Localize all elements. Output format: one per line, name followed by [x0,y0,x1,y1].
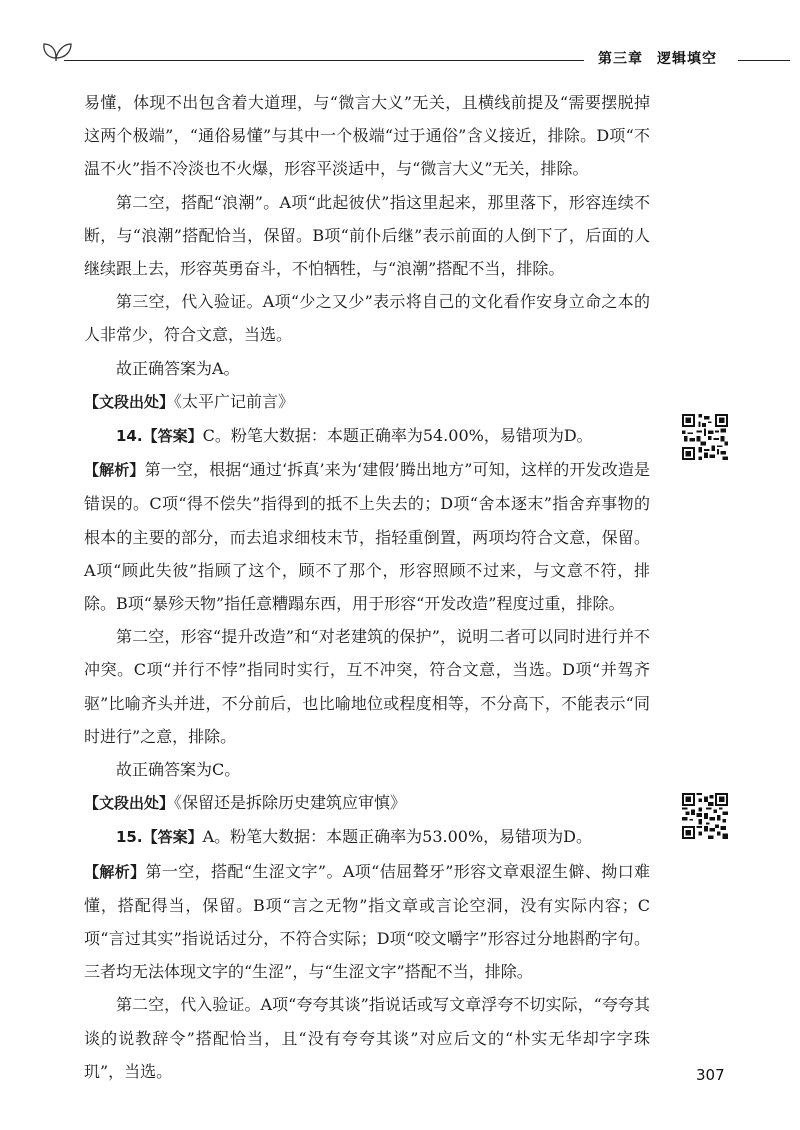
header-rule-right [738,60,790,61]
paragraph: 故正确答案为C。 [116,760,241,780]
qr-code-icon[interactable] [682,414,728,460]
paragraph: 易懂，体现不出包含着大道理，与“微言大义”无关，且横线前提及“需要摆脱掉这两个极端”，“通俗易懂”与其中一个极端“过于通俗”含义接近，排除。D项“不温不火”指不冷淡也不火爆，形容平淡适中，与“微言大义”无关，排除。 [84,93,650,179]
analysis-paragraph: 【解析】第一空，搭配“生涩文字”。A项“佶屈聱牙”形容文章艰涩生僻、拗口难懂，搭配得当，保留。B项“言之无物”指文章或言论空洞，没有实际内容；C项“言过其实”指说话过分，不符合实际；D项“咬文嚼字”形容过分地斟酌字句。三者均无法体现文字的“生涩”，与“生涩文字”搭配不当，排除。 [84,861,650,982]
paragraph: 故正确答案为A。 [116,358,240,378]
answer-line: 15.【答案】A。粉笔大数据：本题正确率为53.00%，易错项为D。 [116,827,592,847]
page-content [84,86,650,1088]
header-rule [64,60,584,61]
source-line: 【文段出处】《太平广记前言》 [84,391,295,411]
chapter-heading [592,48,723,70]
leaf-logo-icon [40,38,74,62]
paragraph: 第二空，搭配“浪潮”。A项“此起彼伏”指这里起来，那里落下，形容连续不断，与“浪潮”搭配恰当，保留。B项“前仆后继”表示前面的人倒下了，后面的人继续跟上去，形容英勇奋斗，不怕牺牲，与“浪潮”搭配不当，排除。 [84,192,650,279]
qr-code-icon[interactable] [682,793,728,839]
chapter-title: 逻辑填空 [657,51,717,67]
analysis-paragraph: 【解析】第一空，根据“通过‘拆真’来为‘建假’腾出地方”可知，这样的开发改造是错误的。C项“得不偿失”指得到的抵不上失去的；D项“舍本逐末”指舍弃事物的根本的主要的部分，而去追求细枝末节，指轻重倒置，两项均符合文意，保留。A项“顾此失彼”指顾了这个，顾不了那个，形容照顾不过来，与文意不符，排除。B项“暴殄天物”指任意糟蹋东西，用于形容“开发改造”程度过重，排除。 [84,460,650,614]
answer-line: 14.【答案】C。粉笔大数据：本题正确率为54.00%，易错项为D。 [116,426,593,446]
paragraph: 第二空，代入验证。A项“夸夸其谈”指说话或写文章浮夸不切实际，“夸夸其谈的说教辞令”搭配恰当，且“没有夸夸其谈”对应后文的“朴实无华却字字珠玑”，当选。 [84,995,650,1081]
page-number: 307 [696,1066,725,1084]
source-line: 【文段出处】《保留还是拆除历史建筑应审慎》 [84,793,407,813]
paragraph: 第三空，代入验证。A项“少之又少”表示将自己的文化看作安身立命之本的人非常少，符合文意，当选。 [84,292,650,345]
chapter-number: 第三章 [598,51,643,67]
footer-mark: ˇ [98,1046,103,1057]
paragraph: 第二空，形容“提升改造”和“对老建筑的保护”，说明二者可以同时进行并不冲突。C项“并行不悖”指同时实行，互不冲突，符合文意，当选。D项“并驾齐驱”比喻齐头并进，不分前后，也比喻地位或程度相等，不分高下，不能表示“同时进行”之意，排除。 [84,627,650,746]
